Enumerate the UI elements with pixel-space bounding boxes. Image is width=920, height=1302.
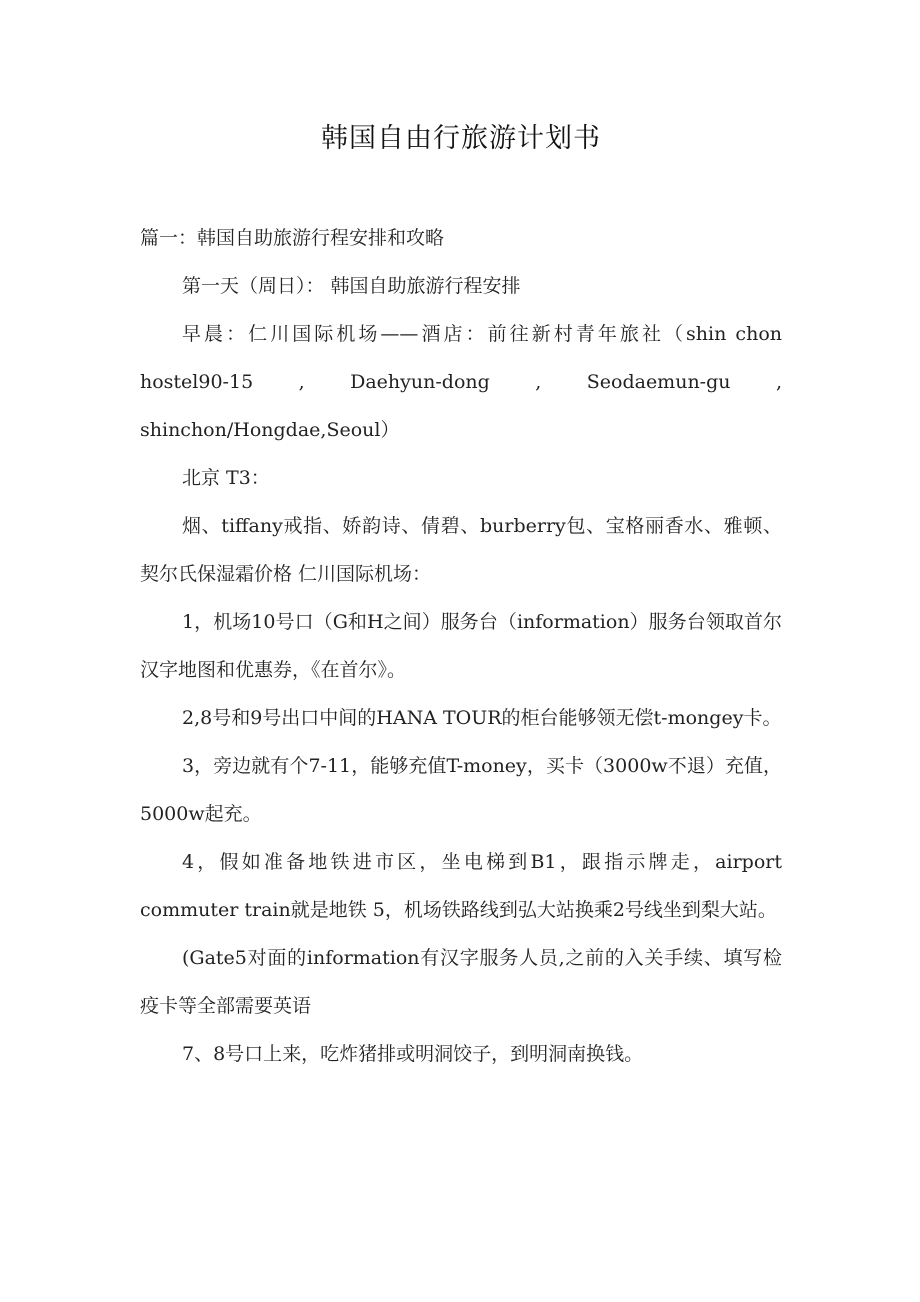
paragraph-item-1: 1，机场10号口（G和H之间）服务台（information）服务台领取首尔汉字地图和优惠券，《在首尔》。 [140,611,782,681]
paragraph-gate5-note: (Gate5对面的information有汉字服务人员,之前的入关手续、填写检疫卡等全部需要英语 [140,947,782,1017]
paragraph-item-3: 3，旁边就有个7-11，能够充值T-money，买卡（3000w不退）充值，5000w起充。 [140,755,782,825]
document-body [140,214,782,1078]
day-heading: 第一天（周日）： 韩国自助旅游行程安排 [182,275,521,297]
paragraph-exit-7-8: 7、8号口上来，吃炸猪排或明洞饺子，到明洞南换钱。 [182,1043,644,1065]
paragraph-shopping-list: 烟、tiffany戒指、娇韵诗、倩碧、burberry包、宝格丽香水、雅顿、契尔氏保湿霜价格 仁川国际机场： [140,515,782,585]
document-title: 韩国自由行旅游计划书 [321,123,601,154]
paragraph-item-2: 2,8号和9号出口中间的HANA TOUR的柜台能够领无偿t-mongey卡。 [182,707,782,729]
paragraph-beijing-t3: 北京 T3： [182,467,270,489]
paragraph-item-4: 4，假如准备地铁进市区，坐电梯到B1，跟指示牌走，airport commuter train就是地铁 5，机场铁路线到弘大站换乘2号线坐到梨大站。 [140,851,782,921]
section-heading: 篇一：韩国自助旅游行程安排和攻略 [140,227,445,249]
paragraph-morning: 早晨：仁川国际机场——酒店：前往新村青年旅社（shin chon hostel90-15 , Daehyun-dong , Seodaemun-gu , shinchon/Hongdae,Seoul） [140,323,782,441]
